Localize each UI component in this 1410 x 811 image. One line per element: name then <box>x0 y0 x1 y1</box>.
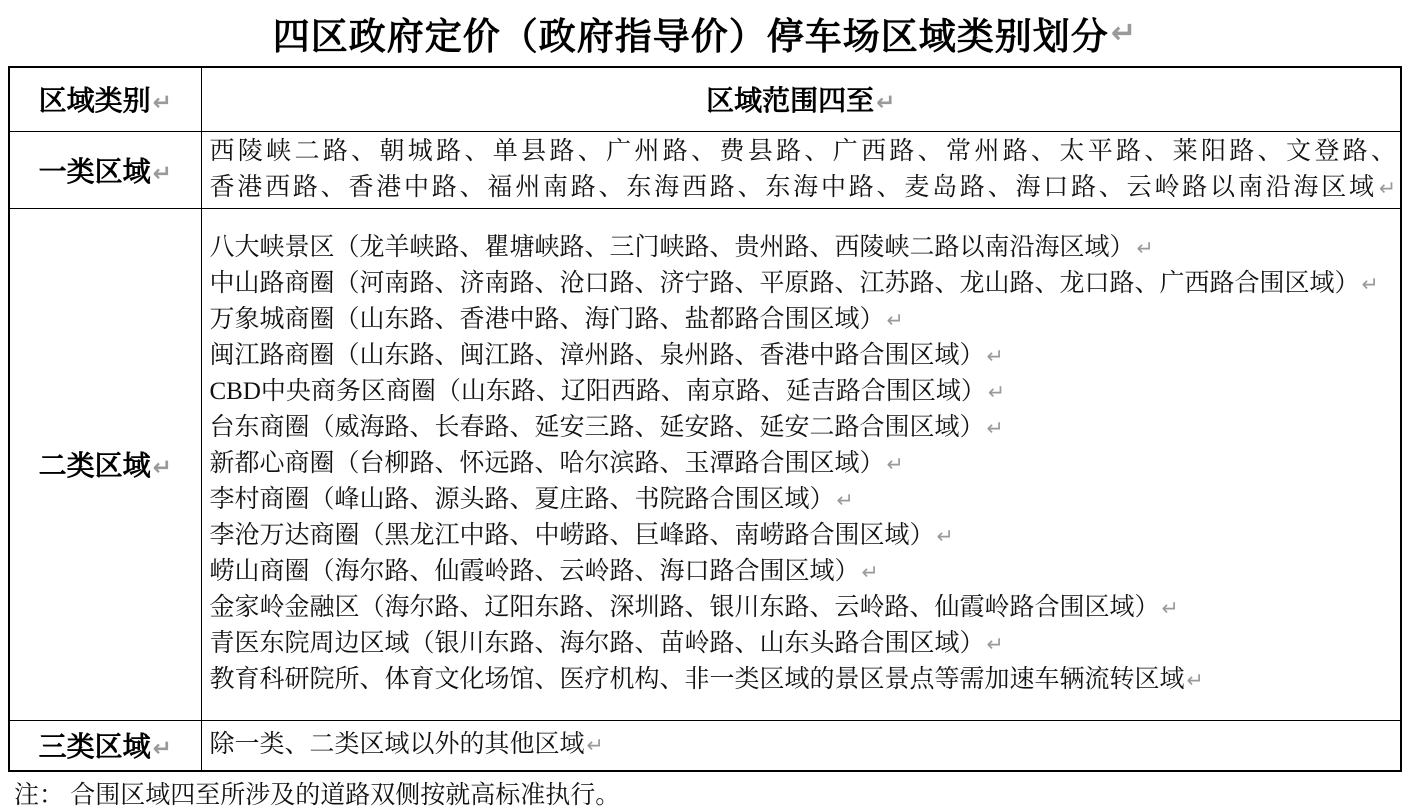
cell-paragraph <box>210 727 1397 763</box>
category2-range-cell <box>201 208 1401 720</box>
table-header-row <box>9 67 1401 131</box>
paragraph-text: 新都心商圈（台柳路、怀远路、哈尔滨路、玉潭路合围区域） <box>209 450 885 477</box>
return-mark: ↵ <box>1186 668 1204 692</box>
cell-paragraph <box>210 230 1397 266</box>
paragraph-text: 香港西路、香港中路、福州南路、东海西路、东海中路、麦岛路、海口路、云岭路以南沿海区域 <box>209 173 1377 201</box>
cell-paragraph <box>210 302 1397 338</box>
cell-paragraph <box>210 662 1397 698</box>
return-mark: ↵ <box>152 455 172 481</box>
cell-paragraph <box>210 446 1397 482</box>
return-mark: ↵ <box>986 632 1004 656</box>
table-row-category1 <box>9 131 1401 208</box>
cell-paragraph <box>210 266 1397 302</box>
cell-paragraph <box>210 134 1397 170</box>
category3-label: 三类区域 <box>38 731 151 763</box>
paragraph-text: 西陵峡二路、朝城路、单县路、广州路、费县路、广西路、常州路、太平路、莱阳路、文登路、 <box>209 137 1396 165</box>
cell-paragraph <box>210 482 1397 518</box>
paragraph-text: 万象城商圈（山东路、香港中路、海门路、盐都路合围区域） <box>209 306 885 333</box>
paragraph-text: 李村商圈（峰山路、源头路、夏庄路、书院路合围区域） <box>209 486 835 513</box>
header-cell-range <box>201 67 1401 131</box>
table-row-category2 <box>9 208 1401 720</box>
return-mark: ↵ <box>986 416 1004 440</box>
return-mark: ↵ <box>986 344 1004 368</box>
header-range-text: 区域范围四至 <box>706 85 875 117</box>
cell-paragraph <box>210 590 1397 626</box>
title-text: 四区政府定价（政府指导价）停车场区域类别划分 <box>272 16 1109 57</box>
return-mark: ↵ <box>861 560 879 584</box>
category1-label: 一类区域 <box>38 155 151 187</box>
paragraph-text: 八大峡景区（龙羊峡路、瞿塘峡路、三门峡路、贵州路、西陵峡二路以南沿海区域） <box>209 234 1135 261</box>
return-mark: ↵ <box>1361 272 1379 296</box>
return-mark: ↵ <box>876 90 896 117</box>
cell-paragraph <box>210 170 1397 206</box>
table-row-category3 <box>9 720 1401 771</box>
cell-paragraph <box>210 374 1397 410</box>
return-mark: ↵ <box>152 160 172 187</box>
return-mark: ↵ <box>586 733 604 758</box>
return-mark: ↵ <box>1136 236 1154 260</box>
category1-range-cell <box>201 131 1401 208</box>
category3-range-cell <box>201 720 1401 771</box>
cell-paragraph <box>210 554 1397 590</box>
cell-paragraph <box>210 518 1397 554</box>
document-title <box>0 0 1410 66</box>
paragraph-text: 教育科研院所、体育文化场馆、医疗机构、非一类区域的景区景点等需加速车辆流转区域 <box>209 666 1185 693</box>
cell-paragraph <box>210 410 1397 446</box>
paragraph-text: 台东商圈（威海路、长春路、延安三路、延安路、延安二路合围区域） <box>209 414 985 441</box>
return-mark: ↵ <box>936 524 954 548</box>
paragraph-text: 李沧万达商圈（黑龙江中路、中崂路、巨峰路、南崂路合围区域） <box>209 522 935 549</box>
category3-label-cell <box>9 720 201 771</box>
return-mark: ↵ <box>886 452 904 476</box>
header-category-text: 区域类别 <box>38 85 151 117</box>
cell-paragraph <box>210 626 1397 662</box>
cell-paragraph <box>210 338 1397 374</box>
paragraph-text: CBD中央商务区商圈（山东路、辽阳西路、南京路、延吉路合围区域） <box>209 378 986 405</box>
return-mark: ↵ <box>886 308 904 332</box>
category2-label-cell <box>9 208 201 720</box>
return-mark: ↵ <box>836 488 854 512</box>
zoning-table <box>8 66 1402 772</box>
paragraph-text: 中山路商圈（河南路、济南路、沧口路、济宁路、平原路、江苏路、龙山路、龙口路、广西路合围区域） <box>209 270 1360 297</box>
paragraph-text: 除一类、二类区域以外的其他区域 <box>209 731 585 759</box>
footnote <box>14 780 1410 811</box>
category1-label-cell <box>9 131 201 208</box>
paragraph-text: 青医东院周边区域（银川东路、海尔路、苗岭路、山东头路合围区域） <box>209 630 985 657</box>
paragraph-text: 崂山商圈（海尔路、仙霞岭路、云岭路、海口路合围区域） <box>209 558 860 585</box>
return-mark: ↵ <box>152 736 172 763</box>
return-mark: ↵ <box>987 380 1006 404</box>
return-mark: ↵ <box>1378 175 1396 200</box>
category2-label: 二类区域 <box>38 450 151 481</box>
return-mark: ↵ <box>152 90 172 117</box>
return-mark: ↵ <box>1161 596 1179 620</box>
footnote-text: 注： 合围区域四至所涉及的道路双侧按就高标准执行。 <box>14 782 621 809</box>
paragraph-text: 闽江路商圈（山东路、闽江路、漳州路、泉州路、香港中路合围区域） <box>209 342 985 369</box>
return-mark: ↵ <box>1110 15 1138 51</box>
paragraph-text: 金家岭金融区（海尔路、辽阳东路、深圳路、银川东路、云岭路、仙霞岭路合围区域） <box>209 594 1160 621</box>
header-cell-category <box>9 67 201 131</box>
